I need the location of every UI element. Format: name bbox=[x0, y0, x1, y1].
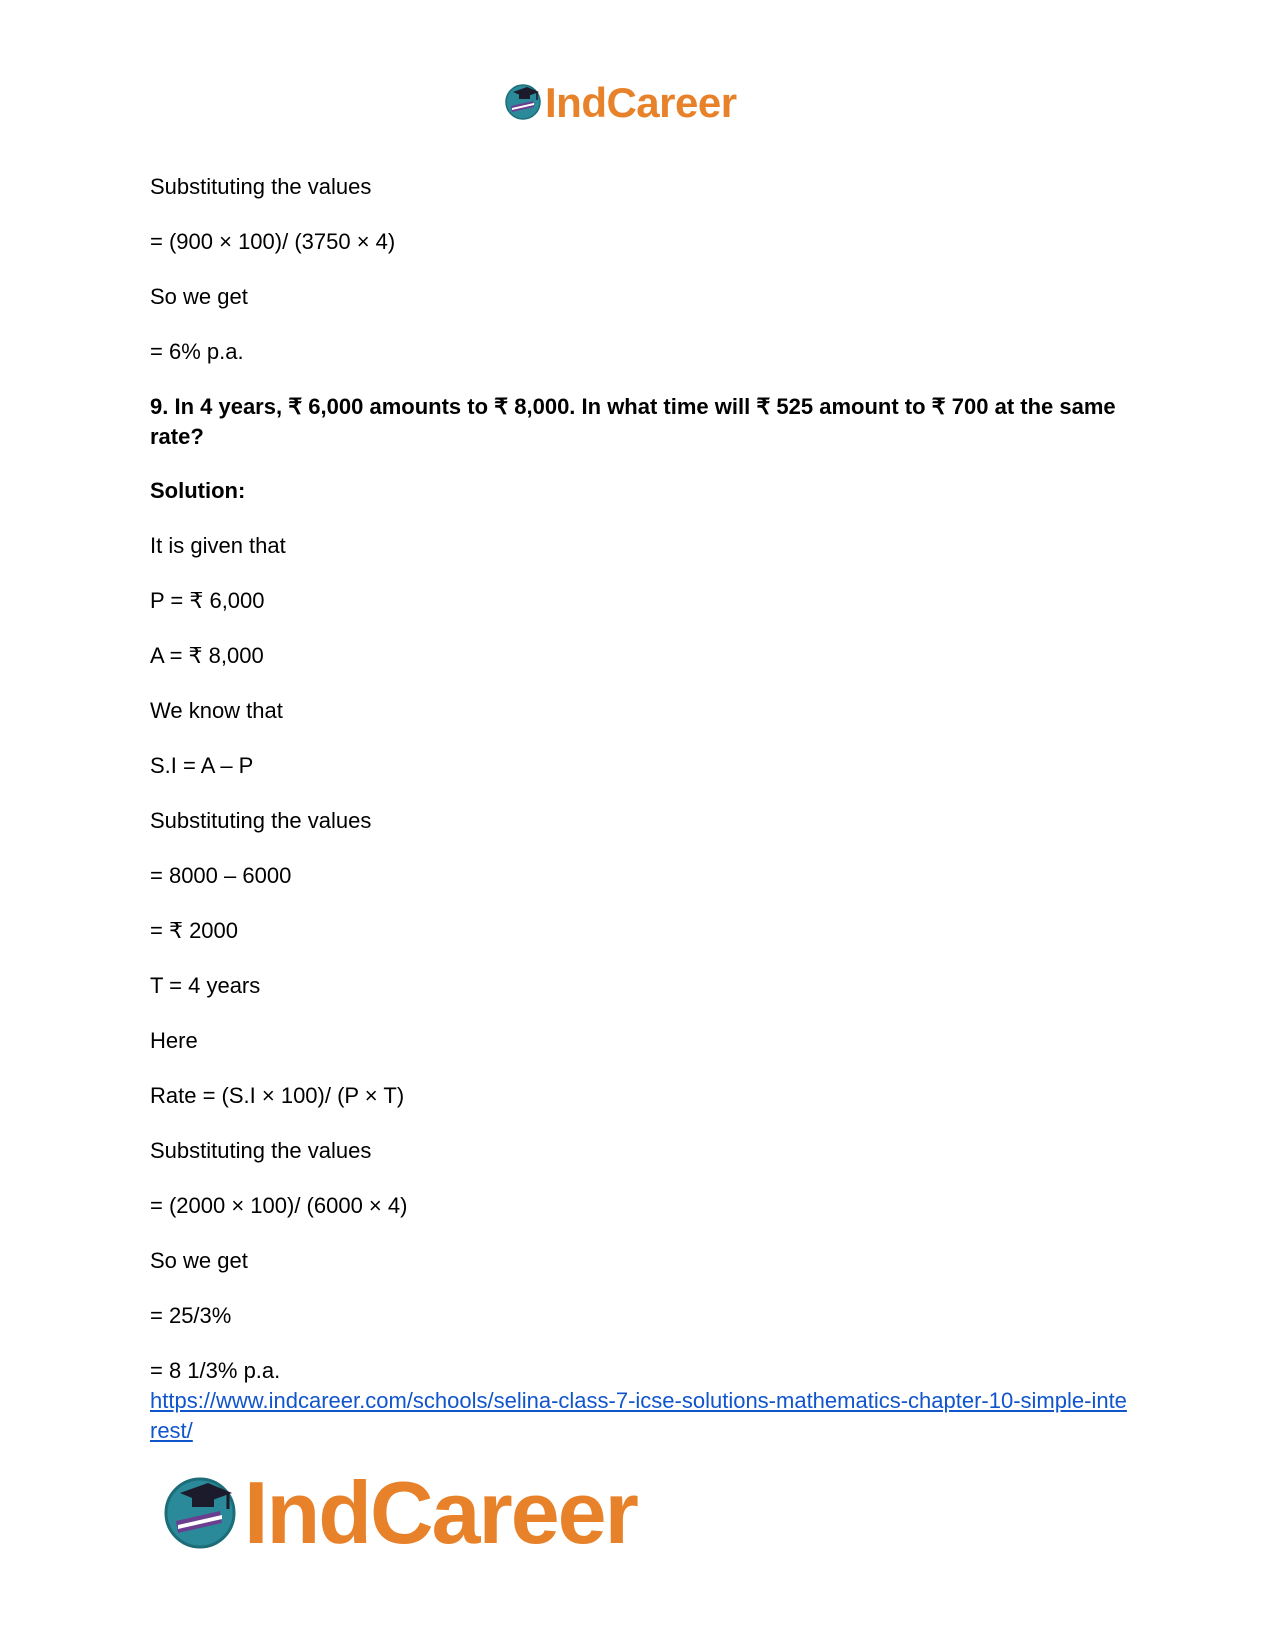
solution-line: P = ₹ 6,000 bbox=[150, 588, 265, 613]
solution-line: S.I = A – P bbox=[150, 753, 254, 778]
question-heading: 9. In 4 years, ₹ 6,000 amounts to ₹ 8,000. In what time will ₹ 525 amount to ₹ 700 at the same rate? bbox=[150, 394, 1116, 449]
solution-line: Substituting the values bbox=[150, 808, 372, 833]
footer-logo-text: IndCareer bbox=[244, 1463, 637, 1562]
footer-logo bbox=[160, 1463, 637, 1562]
body-line: = (900 × 100)/ (3750 × 4) bbox=[150, 229, 396, 254]
solution-line: = 8 1/3% p.a. bbox=[150, 1358, 281, 1383]
header-logo-text: IndCareer bbox=[545, 79, 737, 126]
body-line: So we get bbox=[150, 284, 248, 309]
body-line: = 6% p.a. bbox=[150, 339, 244, 364]
logo-emblem-icon bbox=[503, 81, 543, 126]
solution-line: Here bbox=[150, 1028, 198, 1053]
solution-line: = 25/3% bbox=[150, 1303, 232, 1328]
header-logo bbox=[503, 80, 737, 126]
logo-emblem-icon bbox=[160, 1471, 240, 1556]
solution-line: = (2000 × 100)/ (6000 × 4) bbox=[150, 1193, 408, 1218]
solution-line: = 8000 – 6000 bbox=[150, 863, 292, 888]
body-line: Substituting the values bbox=[150, 174, 372, 199]
solution-label: Solution: bbox=[150, 478, 246, 503]
solution-line: It is given that bbox=[150, 533, 286, 558]
solution-line: So we get bbox=[150, 1248, 248, 1273]
solution-line: T = 4 years bbox=[150, 973, 261, 998]
document-body bbox=[150, 172, 1130, 1446]
source-link[interactable]: https://www.indcareer.com/schools/selina-class-7-icse-solutions-mathematics-chapter-10-simple-interest/ bbox=[150, 1388, 1127, 1443]
solution-line: Substituting the values bbox=[150, 1138, 372, 1163]
solution-line: = ₹ 2000 bbox=[150, 918, 239, 943]
solution-line: A = ₹ 8,000 bbox=[150, 643, 264, 668]
solution-line: Rate = (S.I × 100)/ (P × T) bbox=[150, 1083, 405, 1108]
solution-line: We know that bbox=[150, 698, 283, 723]
